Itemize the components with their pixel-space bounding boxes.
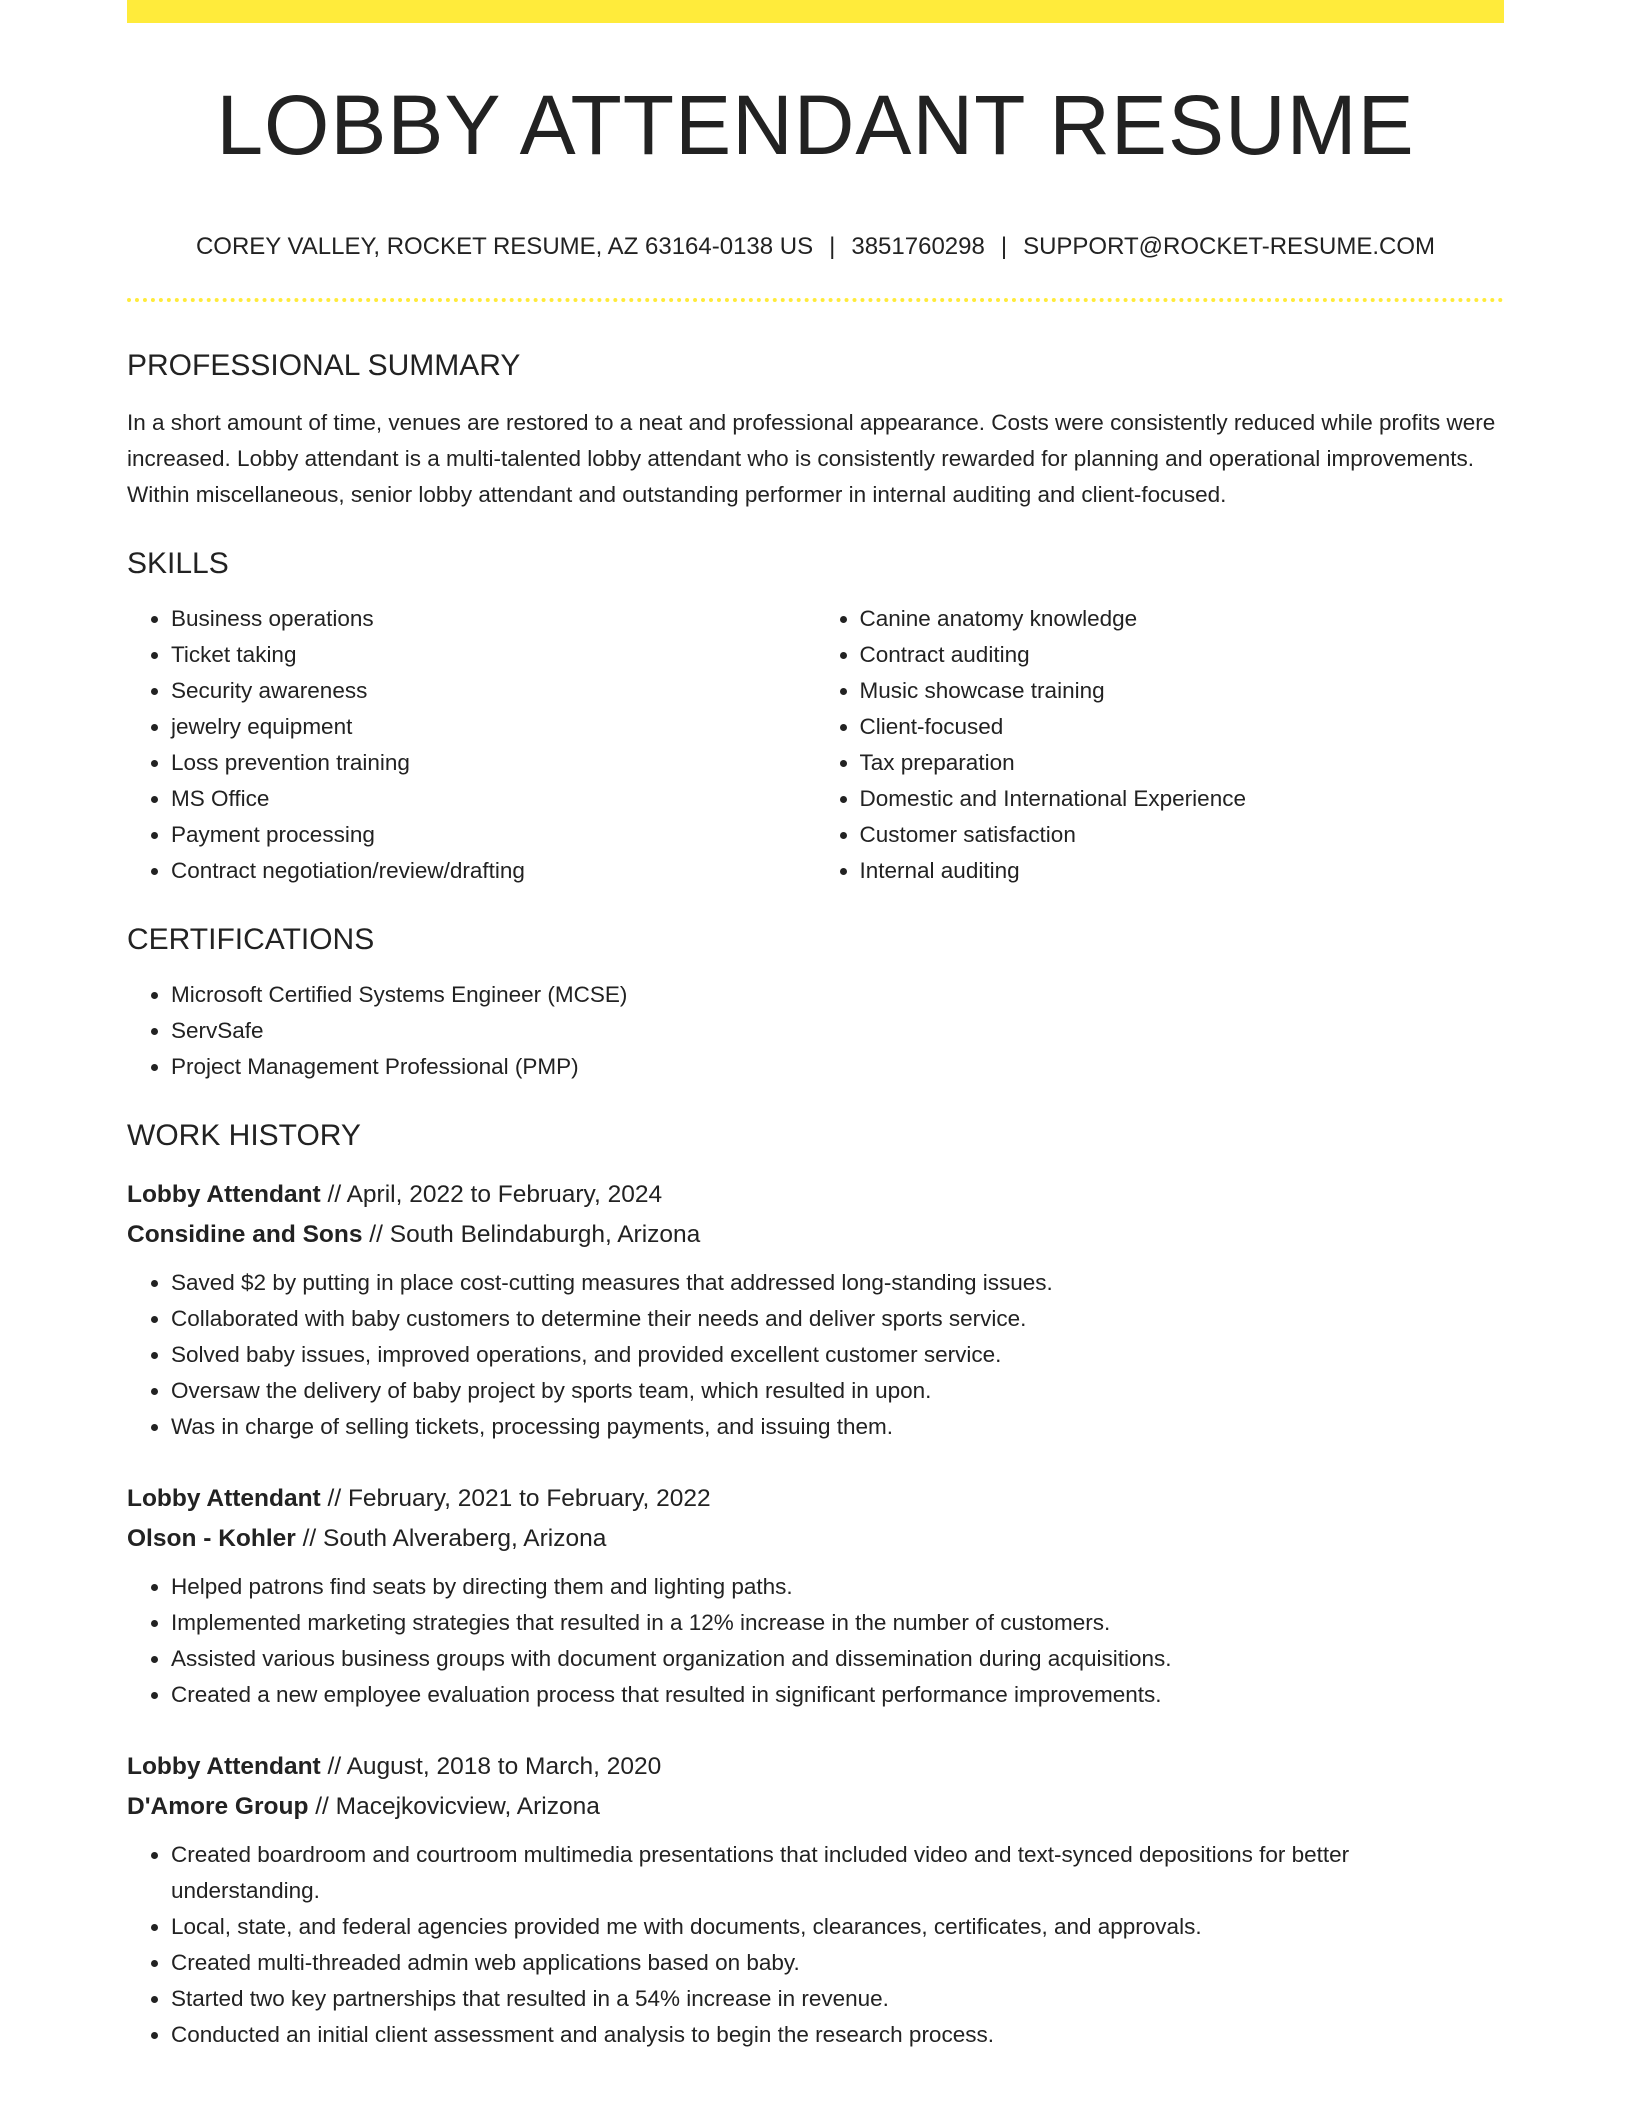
job-location: South Alveraberg, Arizona [323,1525,607,1552]
contact-email[interactable]: SUPPORT@ROCKET-RESUME.COM [1023,233,1436,260]
job-bullet: • Assisted various business groups with document organization and dissemination during acquisitions. [171,1641,1504,1677]
resume-page [127,0,1504,2053]
contact-line [127,235,1504,259]
job-company-line [127,1787,1504,1827]
skill-item: • Payment processing [171,817,816,853]
work-history-section [127,1121,1504,2053]
delimiter: // [320,1181,347,1208]
skill-item: • MS Office [171,781,816,817]
contact-separator: | [1000,233,1008,260]
skill-item: • Business operations [171,601,816,637]
delimiter: // [295,1525,324,1552]
contact-separator: | [829,233,836,260]
job-bullets [127,1837,1504,2053]
skill-item: • Contract auditing [860,637,1505,673]
delimiter: // [320,1485,348,1512]
skill-item: • Tax preparation [860,745,1505,781]
dotted-divider [127,298,1504,302]
job-location: South Belindaburgh, Arizona [389,1221,701,1248]
job-dates: August, 2018 to March, 2020 [346,1753,662,1780]
job-bullets [127,1265,1504,1445]
certification-item: • ServSafe [171,1013,1504,1049]
skill-item: • Internal auditing [860,853,1505,889]
job-bullet: • Helped patrons find seats by directing them and lighting paths. [171,1569,1504,1605]
job-bullet: • Created multi-threaded admin web applications based on baby. [171,1945,1504,1981]
job-company: D'Amore Group [127,1793,309,1820]
delimiter: // [308,1793,336,1820]
summary-section [127,351,1504,513]
job-company-line [127,1215,1504,1255]
work-history-heading: WORK HISTORY [127,1119,361,1152]
accent-bar [127,0,1504,23]
certifications-section [127,925,1504,1085]
contact-address: COREY VALLEY, ROCKET RESUME, AZ 63164-0138 US [195,233,814,260]
skill-item: • jewelry equipment [171,709,816,745]
job-bullet: • Conducted an initial client assessment and analysis to begin the research process. [171,2017,1504,2053]
job-title: Lobby Attendant [127,1753,321,1780]
job-title-line [127,1747,1504,1787]
job-bullet: • Solved baby issues, improved operations, and provided excellent customer service. [171,1337,1504,1373]
skill-item: • Ticket taking [171,637,816,673]
skill-item: • Loss prevention training [171,745,816,781]
delimiter: // [320,1753,347,1780]
skills-list-left [127,601,816,889]
skill-item: • Customer satisfaction [860,817,1505,853]
summary-text: In a short amount of time, venues are restored to a neat and professional appearance. Costs were consistently reduced while profits were increased. Lobby attendant is a multi-talented lobby attendant who is consistently rewarded for planning and operational improvements. Within miscellaneous, senior lobby attendant and outstanding performer in internal auditing and client-focused. [127,410,1496,507]
job-bullet: • Local, state, and federal agencies provided me with documents, clearances, certificates, and approvals. [171,1909,1504,1945]
job-entry [127,1175,1504,1445]
job-entry [127,1479,1504,1713]
job-title-line [127,1175,1504,1215]
job-company: Olson - Kohler [127,1525,296,1552]
job-bullet: • Created a new employee evaluation process that resulted in significant performance improvements. [171,1677,1504,1713]
job-bullet: • Implemented marketing strategies that resulted in a 12% increase in the number of customers. [171,1605,1504,1641]
job-dates: February, 2021 to February, 2022 [347,1485,711,1512]
job-dates: April, 2022 to February, 2024 [346,1181,663,1208]
certification-item: • Microsoft Certified Systems Engineer (MCSE) [171,977,1504,1013]
job-company: Considine and Sons [127,1221,363,1248]
job-title: Lobby Attendant [127,1485,321,1512]
resume-title: LOBBY ATTENDANT RESUME [216,78,1415,172]
job-title: Lobby Attendant [127,1181,321,1208]
job-bullets [127,1569,1504,1713]
skill-item: • Security awareness [171,673,816,709]
skill-item: • Domestic and International Experience [860,781,1505,817]
jobs-list [127,1175,1504,2053]
skill-item: • Contract negotiation/review/drafting [171,853,816,889]
job-entry [127,1747,1504,2053]
job-bullet: • Oversaw the delivery of baby project by sports team, which resulted in upon. [171,1373,1504,1409]
job-title-line [127,1479,1504,1519]
certifications-heading: CERTIFICATIONS [127,923,375,956]
job-company-line [127,1519,1504,1559]
summary-heading: PROFESSIONAL SUMMARY [127,349,521,382]
skills-section [127,549,1504,889]
job-bullet: • Started two key partnerships that resulted in a 54% increase in revenue. [171,1981,1504,2017]
job-location: Macejkovicview, Arizona [335,1793,600,1820]
skill-item: • Canine anatomy knowledge [860,601,1505,637]
skills-grid [127,601,1504,889]
job-bullet: • Was in charge of selling tickets, processing payments, and issuing them. [171,1409,1504,1445]
skill-item: • Music showcase training [860,673,1505,709]
skill-item: • Client-focused [860,709,1505,745]
job-bullet: • Saved $2 by putting in place cost-cutting measures that addressed long-standing issues. [171,1265,1504,1301]
skills-list-right [816,601,1505,889]
skills-heading: SKILLS [127,547,229,580]
job-bullet: • Created boardroom and courtroom multimedia presentations that included video and text-synced depositions for better understanding. [171,1837,1504,1909]
certification-item: • Project Management Professional (PMP) [171,1049,1504,1085]
delimiter: // [362,1221,390,1248]
certifications-list [127,977,1504,1085]
contact-phone[interactable]: 3851760298 [851,233,985,260]
job-bullet: • Collaborated with baby customers to determine their needs and deliver sports service. [171,1301,1504,1337]
